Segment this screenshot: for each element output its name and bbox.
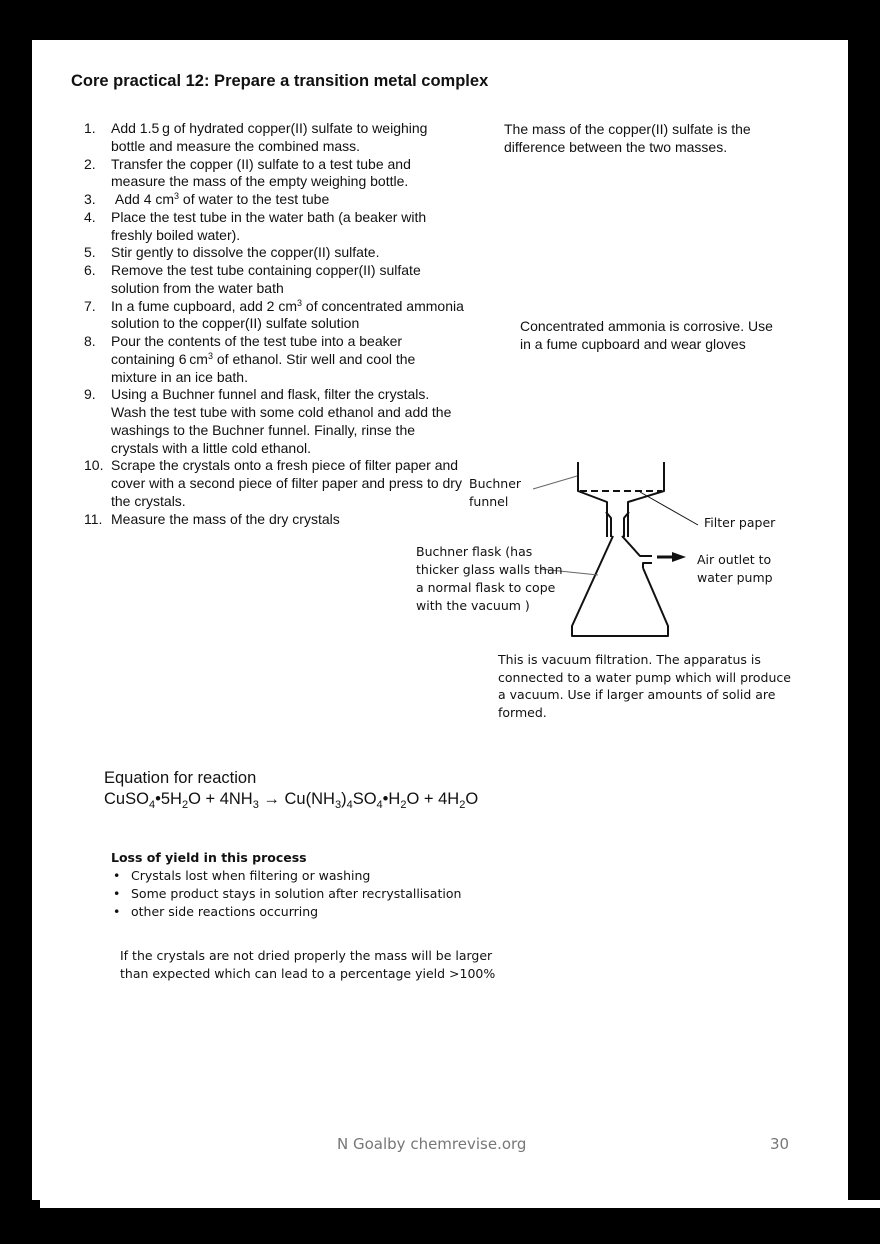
step-number: 6. bbox=[84, 262, 96, 278]
label-buchner-flask bbox=[416, 543, 563, 615]
step-number: 1. bbox=[84, 120, 96, 136]
step-text: Measure the mass of the dry crystals bbox=[111, 510, 340, 527]
step-text: Add 4 $cm^3$ of water to the test tube bbox=[111, 191, 330, 207]
step-number: 4. bbox=[84, 208, 96, 225]
list-item: • Some product stays in solution after recrystallisation bbox=[111, 885, 511, 903]
drying-note: If the crystals are not dried properly the mass will be larger than expected which can lead to a percentage yield >100% bbox=[120, 948, 496, 981]
step-number: 5. bbox=[84, 244, 96, 261]
safety-note: Concentrated ammonia is corrosive. Use in a fume cupboard and wear gloves bbox=[520, 318, 773, 352]
step-text: Remove the test tube containing copper(II) sulfate solution from the water bath bbox=[111, 262, 421, 296]
step-number: 11. bbox=[84, 510, 103, 527]
step-text: Scrape the crystals onto a fresh piece of filter paper and cover with a second piece of filter paper and press to dry the crystals. bbox=[111, 457, 462, 509]
step-number: 7. bbox=[84, 297, 96, 314]
step-text: Add 1.5 g of hydrated copper(II) sulfate to weighing bottle and measure the combined mass. bbox=[111, 120, 428, 154]
loss-of-yield-heading: Loss of yield in this process bbox=[111, 850, 307, 865]
loss-of-yield-list bbox=[111, 867, 511, 921]
page-number: 30 bbox=[770, 1135, 790, 1153]
label-line: funnel bbox=[469, 494, 509, 509]
label-line: thicker glass walls than bbox=[416, 562, 563, 577]
step-number: 2. bbox=[84, 155, 96, 172]
step-text: Transfer the copper (II) sulfate to a test tube and measure the mass of the empty weighing bottle. bbox=[111, 155, 411, 190]
step-number: 9. bbox=[84, 386, 96, 403]
step-text: Pour the contents of the test tube into a beaker containing 6 $cm^3$ of ethanol. Stir well and cool the mixture in an ice bath. bbox=[111, 333, 416, 385]
list-item: • other side reactions occurring bbox=[111, 903, 511, 921]
label-line: Buchner bbox=[469, 476, 522, 491]
label-filter-paper: Filter paper bbox=[704, 515, 776, 530]
step-text: Using a Buchner funnel and flask, filter the crystals. Wash the test tube with some cold ethanol and add the washings to the Buchner funnel. Finally, rinse the crystals with a little cold ethanol. bbox=[111, 386, 452, 456]
label-line: a normal flask to cope bbox=[416, 580, 556, 595]
label-line: Buchner flask (has bbox=[416, 544, 533, 559]
label-air-outlet bbox=[697, 551, 773, 587]
page-title: Core practical 12: Prepare a transition metal complex bbox=[71, 72, 489, 90]
step-text: Place the test tube in the water bath (a beaker with freshly boiled water). bbox=[111, 208, 427, 243]
label-line: with the vacuum ) bbox=[416, 598, 530, 613]
label-line: Air outlet to bbox=[697, 552, 772, 567]
mass-note: The mass of the copper(II) sulfate is the difference between the two masses. bbox=[504, 121, 751, 155]
reaction-equation: $CuSO_4•5H_2O + 4NH_3$ → $Cu(NH_3)_4SO_4•H_2O + 4H_2O$ bbox=[104, 790, 479, 811]
loss-of-yield-section bbox=[111, 849, 511, 921]
step-number: 8. bbox=[84, 333, 96, 349]
step-number: 10. bbox=[84, 457, 104, 474]
list-item: • Crystals lost when filtering or washing bbox=[111, 867, 511, 885]
step-number: 3. bbox=[84, 191, 96, 207]
label-buchner-funnel bbox=[469, 475, 521, 511]
step-text: Stir gently to dissolve the copper(II) sulfate. bbox=[111, 244, 380, 261]
label-line: water pump bbox=[697, 570, 773, 585]
equation-title: Equation for reaction bbox=[104, 769, 257, 787]
vacuum-filtration-caption: This is vacuum filtration. The apparatus is connected to a water pump which will produce a vacuum. Use if larger amounts of solid are formed. bbox=[498, 652, 791, 721]
step-text: In a fume cupboard, add 2 $cm^3$ of concentrated ammonia solution to the copper(II) sulfate solution bbox=[111, 297, 464, 332]
footer-author: N Goalby chemrevise.org bbox=[337, 1135, 527, 1153]
